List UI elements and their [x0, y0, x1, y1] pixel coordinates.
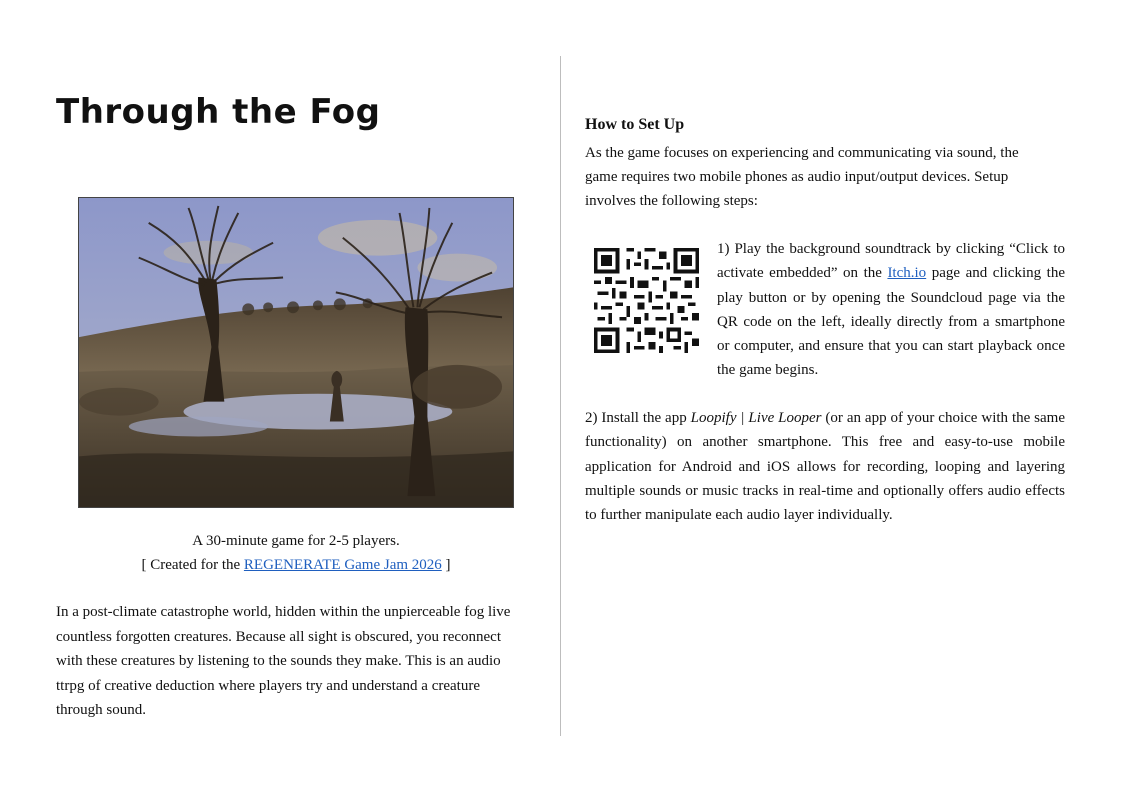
intro-paragraph: In a post-climate catastrophe world, hidden within the unpierceable fog live countless forgotten creatures. Because all sight is obscured, you reconnect with these creatures by listening to the sounds they make. This is an audio ttrpg of creative deduction where players try and understand a creature through sound.	[56, 604, 511, 718]
loopify-app-name: Loopify | Live Looper	[690, 410, 822, 426]
game-jam-link[interactable]: REGENERATE Game Jam 2026	[243, 557, 442, 573]
step2-text-end: (or an app of your choice with the same functionality) on another smartphone. This free and easy-to-use mobile application for Android and iOS allows for recording, looping and layering multiple sounds or music tracks in real-time and optionally offers audio effects to further manipulate each audio layer individually.	[585, 410, 1066, 524]
setup-step-2	[585, 406, 1065, 527]
game-title: Through the Fog	[56, 92, 381, 132]
step1-text-start: 1) Play the background soundtrack by clicking “Click to activate embedded” on the	[717, 241, 1065, 282]
setup-intro-paragraph: As the game focuses on experiencing and communicating via sound, the game requires two mobile phones as audio input/output devices. Setup involves the following steps:	[585, 145, 1019, 209]
setup-heading: How to Set Up	[585, 116, 685, 133]
step2-text-start: 2) Install the app	[585, 410, 691, 426]
right-page	[562, 0, 1122, 790]
setup-step-1	[717, 237, 1065, 383]
game-jam-prefix: [ Created for the	[141, 557, 244, 573]
foggy-willows-illustration	[78, 197, 514, 508]
step1-text-end: page and clicking the play button or by opening the Soundcloud page via the QR code on the left, ideally directly from a smartphone or computer, and ensure that you can start playback once the game begins.	[717, 265, 1065, 379]
soundcloud-qr-code[interactable]	[594, 248, 699, 353]
player-count-line: A 30-minute game for 2-5 players.	[192, 533, 400, 549]
game-jam-suffix: ]	[441, 557, 451, 573]
page-divider	[560, 56, 561, 736]
game-subtitle	[56, 529, 536, 577]
game-jam-line	[56, 553, 536, 577]
itch-io-link[interactable]: Itch.io	[887, 265, 927, 282]
left-page	[0, 0, 560, 790]
